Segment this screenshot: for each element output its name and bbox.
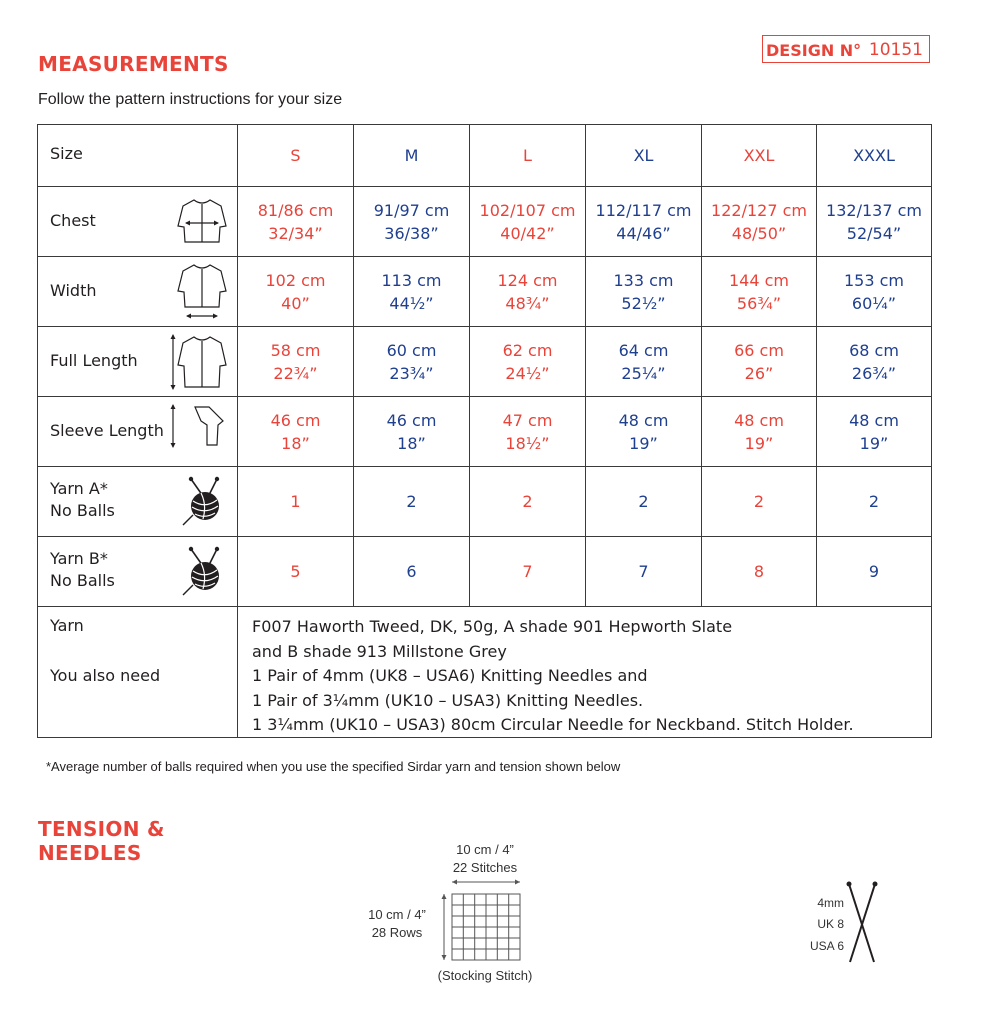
yarn-details-cell <box>238 607 932 738</box>
tension-heading-line2: NEEDLES <box>38 841 142 865</box>
size-label-cell <box>38 125 238 187</box>
measurement-cell <box>702 187 817 257</box>
imperial-value: 18½” <box>505 433 550 453</box>
metric-value: 144 cm <box>728 270 789 290</box>
imperial-value: 25¼” <box>621 363 666 383</box>
metric-value: 48 cm <box>734 410 784 430</box>
knitting-needles-icon <box>845 880 879 966</box>
swatch-stitch-count: 22 Stitches <box>452 860 518 875</box>
metric-value: 66 cm <box>734 340 784 360</box>
measurement-cell <box>470 187 586 257</box>
size-header: XL <box>586 125 702 187</box>
swatch-stitch-type: (Stocking Stitch) <box>437 968 533 983</box>
imperial-value: 23¾” <box>389 363 434 383</box>
tension-heading <box>38 817 165 865</box>
size-header: S <box>238 125 354 187</box>
metric-value: 58 cm <box>270 340 321 360</box>
measurement-cell <box>702 257 817 327</box>
row-label-cell <box>38 257 238 327</box>
size-header: M <box>354 125 470 187</box>
yarn-balls-row <box>38 467 932 537</box>
measurement-cell <box>238 327 354 397</box>
imperial-value: 44½” <box>389 293 434 313</box>
measurement-row <box>38 397 932 467</box>
measurement-cell <box>817 397 932 467</box>
ball-count-cell: 2 <box>586 467 702 537</box>
measurement-cell <box>586 327 702 397</box>
yarn-details <box>252 615 854 738</box>
measurement-cell <box>586 187 702 257</box>
imperial-value: 44/46” <box>616 223 671 243</box>
width-diagram-icon <box>175 261 229 327</box>
measurement-cell <box>354 327 470 397</box>
ball-count-cell: 1 <box>238 467 354 537</box>
imperial-value: 56¾” <box>736 293 782 313</box>
imperial-value: 19” <box>859 433 889 453</box>
metric-value: 64 cm <box>618 340 669 360</box>
row-label: Yarn A* No Balls <box>50 479 115 520</box>
metric-value: 91/97 cm <box>373 200 450 220</box>
yarn-balls-row <box>38 537 932 607</box>
yarn-detail-line: 1 Pair of 3¼mm (UK10 – USA3) Knitting Needles. <box>252 690 644 710</box>
design-label: DESIGN N° <box>766 41 862 60</box>
imperial-value: 18” <box>397 433 426 453</box>
imperial-value: 19” <box>629 433 658 453</box>
measurements-heading: MEASUREMENTS <box>38 52 229 76</box>
tension-heading-line1: TENSION & <box>38 817 165 841</box>
swatch-height-measure: 10 cm / 4” <box>368 907 426 922</box>
measurement-cell <box>817 187 932 257</box>
imperial-value: 18” <box>281 433 310 453</box>
measurement-cell <box>586 397 702 467</box>
metric-value: 133 cm <box>613 270 674 290</box>
metric-value: 68 cm <box>849 340 899 360</box>
metric-value: 102 cm <box>265 270 326 290</box>
measurement-cell <box>817 257 932 327</box>
size-row <box>38 125 932 187</box>
ball-count-cell: 2 <box>354 467 470 537</box>
row-label-cell <box>38 537 238 607</box>
needle-uk-label: UK 8 <box>817 917 844 931</box>
measurement-row <box>38 257 932 327</box>
intro-text: Follow the pattern instructions for your size <box>38 91 343 108</box>
tension-swatch-grid-icon <box>438 876 538 968</box>
ball-count-cell: 8 <box>702 537 817 607</box>
row-label: Width <box>50 281 97 300</box>
yarn-label: Yarn <box>50 616 84 635</box>
measurement-cell <box>817 327 932 397</box>
row-label-cell <box>38 327 238 397</box>
imperial-value: 22¾” <box>273 363 318 383</box>
imperial-value: 48¾” <box>505 293 550 313</box>
yarn-ball-icon <box>181 475 227 531</box>
row-label-cell <box>38 397 238 467</box>
metric-value: 47 cm <box>502 410 553 430</box>
size-header: L <box>470 125 586 187</box>
size-label: Size <box>50 144 83 163</box>
metric-value: 46 cm <box>386 410 437 430</box>
ball-count-cell: 2 <box>817 467 932 537</box>
measurement-row <box>38 187 932 257</box>
row-label-cell <box>38 187 238 257</box>
imperial-value: 36/38” <box>384 223 439 243</box>
measurement-cell <box>470 327 586 397</box>
design-number-box <box>762 35 930 63</box>
metric-value: 122/127 cm <box>711 200 807 220</box>
measurement-cell <box>354 257 470 327</box>
metric-value: 48 cm <box>849 410 899 430</box>
imperial-value: 19” <box>744 433 774 453</box>
metric-value: 124 cm <box>497 270 558 290</box>
imperial-value: 52½” <box>621 293 666 313</box>
ball-count-cell: 7 <box>470 537 586 607</box>
yarn-detail-line: and B shade 913 Millstone Grey <box>252 641 507 661</box>
imperial-value: 32/34” <box>268 223 323 243</box>
metric-value: 81/86 cm <box>257 200 334 220</box>
measurement-cell <box>354 187 470 257</box>
row-label: Chest <box>50 211 96 230</box>
ball-count-cell: 2 <box>702 467 817 537</box>
measurement-cell <box>238 397 354 467</box>
imperial-value: 24½” <box>505 363 550 383</box>
needle-size-label: 4mm <box>817 896 844 910</box>
needle-usa-label: USA 6 <box>809 939 844 953</box>
imperial-value: 48/50” <box>731 223 787 243</box>
yarn-detail-line: 1 3¼mm (UK10 – USA3) 80cm Circular Needle for Neckband. Stitch Holder. <box>252 715 854 734</box>
metric-value: 113 cm <box>381 270 442 290</box>
ball-count-cell: 6 <box>354 537 470 607</box>
yarn-detail-line: F007 Haworth Tweed, DK, 50g, A shade 901 Hepworth Slate <box>252 617 733 636</box>
measurement-cell <box>238 187 354 257</box>
imperial-value: 26” <box>744 363 774 383</box>
ball-count-cell: 5 <box>238 537 354 607</box>
imperial-value: 40/42” <box>500 223 555 243</box>
imperial-value: 60¼” <box>851 293 897 313</box>
measurements-table <box>37 124 932 738</box>
length-diagram-icon <box>167 331 229 397</box>
also-need-label: You also need <box>50 666 161 685</box>
imperial-value: 40” <box>281 293 310 313</box>
chest-diagram-icon <box>175 196 229 250</box>
metric-value: 60 cm <box>386 340 437 360</box>
measurement-cell <box>702 397 817 467</box>
size-header: XXL <box>702 125 817 187</box>
yarn-detail-line: 1 Pair of 4mm (UK8 – USA6) Knitting Needles and <box>252 666 648 685</box>
measurement-cell <box>470 257 586 327</box>
swatch-row-count: 28 Rows <box>371 925 423 940</box>
measurement-cell <box>586 257 702 327</box>
imperial-value: 52/54” <box>846 223 902 243</box>
measurement-cell <box>238 257 354 327</box>
yarn-ball-icon <box>181 545 227 601</box>
metric-value: 153 cm <box>843 270 904 290</box>
yarn-requirements-row <box>38 607 932 738</box>
measurement-row <box>38 327 932 397</box>
row-label-cell <box>38 467 238 537</box>
metric-value: 132/137 cm <box>826 200 922 220</box>
row-label: Full Length <box>50 351 138 370</box>
row-label: Yarn B* No Balls <box>50 549 115 590</box>
footnote: *Average number of balls required when you use the specified Sirdar yarn and tension shown below <box>46 759 621 774</box>
metric-value: 102/107 cm <box>479 200 576 220</box>
yarn-label-cell <box>38 607 238 738</box>
metric-value: 112/117 cm <box>595 200 692 220</box>
measurement-cell <box>354 397 470 467</box>
size-header: XXXL <box>817 125 932 187</box>
design-number: 10151 <box>868 40 923 60</box>
row-label: Sleeve Length <box>50 421 164 440</box>
sleeve-diagram-icon <box>167 401 229 455</box>
measurement-cell <box>470 397 586 467</box>
ball-count-cell: 7 <box>586 537 702 607</box>
ball-count-cell: 9 <box>817 537 932 607</box>
measurement-cell <box>702 327 817 397</box>
ball-count-cell: 2 <box>470 467 586 537</box>
metric-value: 46 cm <box>270 410 321 430</box>
metric-value: 62 cm <box>502 340 553 360</box>
imperial-value: 26¾” <box>851 363 897 383</box>
swatch-width-measure: 10 cm / 4” <box>456 842 514 857</box>
metric-value: 48 cm <box>618 410 669 430</box>
